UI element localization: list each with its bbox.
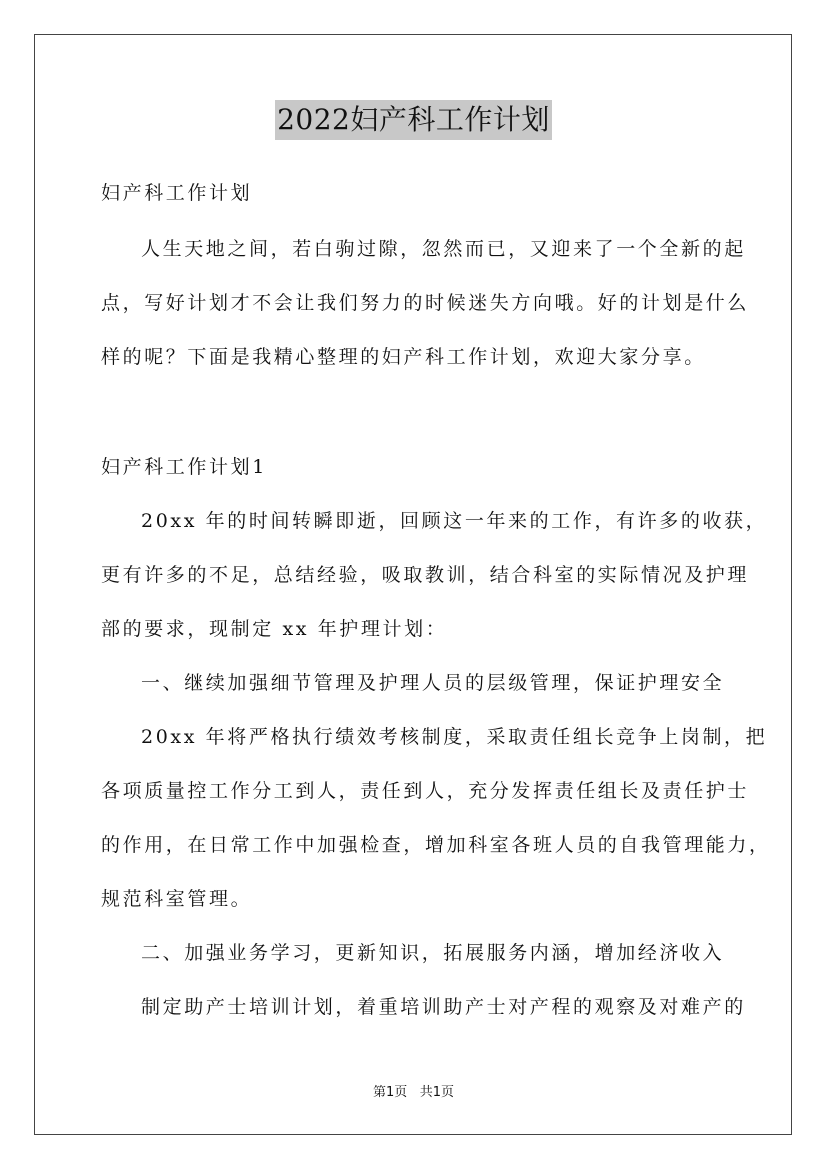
point1-line-2: 各项质量控工作分工到人，责任到人，充分发挥责任组长及责任护士 <box>101 780 750 802</box>
page-total: 共1页 <box>419 1085 454 1100</box>
document-title: 2022妇产科工作计划 <box>275 100 552 140</box>
point1-line-3: 的作用，在日常工作中加强检查，增加科室各班人员的自我管理能力， <box>101 834 771 856</box>
point2-heading: 二、加强业务学习，更新知识，拓展服务内涵，增加经济收入 <box>141 942 725 964</box>
page-footer <box>0 1084 827 1102</box>
page-number: 第1页 <box>373 1085 408 1100</box>
section-heading: 妇产科工作计划1 <box>101 456 267 478</box>
point1-line-1: 20xx 年将严格执行绩效考核制度，采取责任组长竞争上岗制，把 <box>141 726 768 748</box>
section-line-3: 部的要求，现制定 xx 年护理计划： <box>101 618 448 640</box>
section-line-2: 更有许多的不足，总结经验，吸取教训，结合科室的实际情况及护理 <box>101 564 750 586</box>
intro-line-1: 人生天地之间，若白驹过隙，忽然而已，又迎来了一个全新的起 <box>141 238 746 260</box>
title-container <box>0 100 827 140</box>
section-line-1: 20xx 年的时间转瞬即逝，回顾这一年来的工作，有许多的收获， <box>141 510 768 532</box>
point1-heading: 一、继续加强细节管理及护理人员的层级管理，保证护理安全 <box>141 672 725 694</box>
document-subtitle: 妇产科工作计划 <box>101 182 253 204</box>
point1-line-4: 规范科室管理。 <box>101 888 253 910</box>
intro-line-3: 样的呢？下面是我精心整理的妇产科工作计划，欢迎大家分享。 <box>101 346 706 368</box>
point2-line-1: 制定助产士培训计划，着重培训助产士对产程的观察及对难产的 <box>141 996 746 1018</box>
intro-line-2: 点，写好计划才不会让我们努力的时候迷失方向哦。好的计划是什么 <box>101 292 750 314</box>
